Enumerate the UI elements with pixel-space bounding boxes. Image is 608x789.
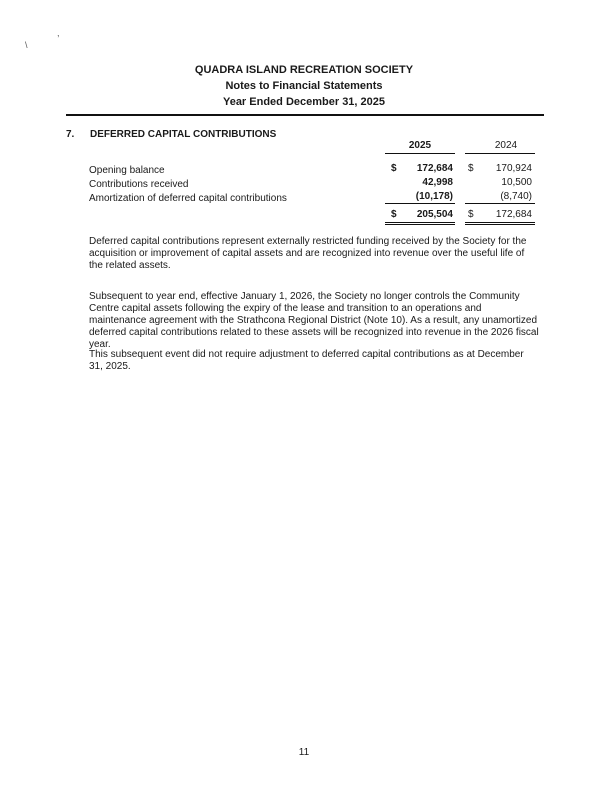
total-double-underline-2024 (465, 224, 535, 225)
statement-period: Year Ended December 31, 2025 (222, 96, 386, 108)
organization-name: QUADRA ISLAND RECREATION SOCIETY (194, 64, 414, 76)
currency-symbol: $ (468, 209, 474, 220)
currency-symbol: $ (391, 163, 397, 174)
total-double-underline-2025 (385, 224, 455, 225)
subtotal-underline-2025 (385, 203, 455, 204)
column-underline-2025 (385, 153, 455, 154)
amortization-2025: (10,178) (415, 191, 453, 202)
currency-symbol: $ (468, 163, 474, 174)
paragraph-subsequent-event: Subsequent to year end, effective January 1, 2026, the Society no longer controls the Community Centre capital assets following the expiry of the lease and transition to an operations and maintenance agreement with the Strathcona Regional District (Note 10). As a result, any unamortized deferred capital contributions related to these assets will be recognized into revenue in the 2026 fiscal year. (89, 291, 539, 350)
column-underline-2024 (465, 153, 535, 154)
scan-mark: \ (25, 40, 28, 50)
row-label-amortization: Amortization of deferred capital contributions (89, 193, 287, 204)
total-double-underline-2024 (465, 222, 535, 223)
scan-mark: , (57, 28, 60, 38)
opening-balance-2024: 170,924 (495, 163, 532, 174)
paragraph-no-adjustment: This subsequent event did not require adjustment to deferred capital contributions as at December 31, 2025. (89, 349, 524, 372)
total-2025: 205,504 (416, 209, 453, 220)
statement-subtitle: Notes to Financial Statements (225, 80, 383, 92)
section-number: 7. (66, 129, 75, 140)
opening-balance-2025: 172,684 (416, 163, 453, 174)
paragraph-description: Deferred capital contributions represent externally restricted funding received by the Society for the acquisition or improvement of capital assets and are recognized into revenue over the useful life of the related assets. (89, 236, 527, 271)
header-rule (66, 114, 544, 116)
row-label-contributions: Contributions received (89, 179, 189, 190)
total-2024: 172,684 (495, 209, 532, 220)
contributions-2025: 42,998 (422, 177, 453, 188)
total-double-underline-2025 (385, 222, 455, 223)
subtotal-underline-2024 (465, 203, 535, 204)
column-header-2024: 2024 (494, 140, 518, 151)
contributions-2024: 10,500 (501, 177, 532, 188)
currency-symbol: $ (391, 209, 397, 220)
section-title: DEFERRED CAPITAL CONTRIBUTIONS (90, 129, 277, 140)
column-header-2025: 2025 (408, 140, 432, 151)
page-number: 11 (298, 747, 310, 758)
row-label-opening-balance: Opening balance (89, 165, 165, 176)
amortization-2024: (8,740) (500, 191, 532, 202)
